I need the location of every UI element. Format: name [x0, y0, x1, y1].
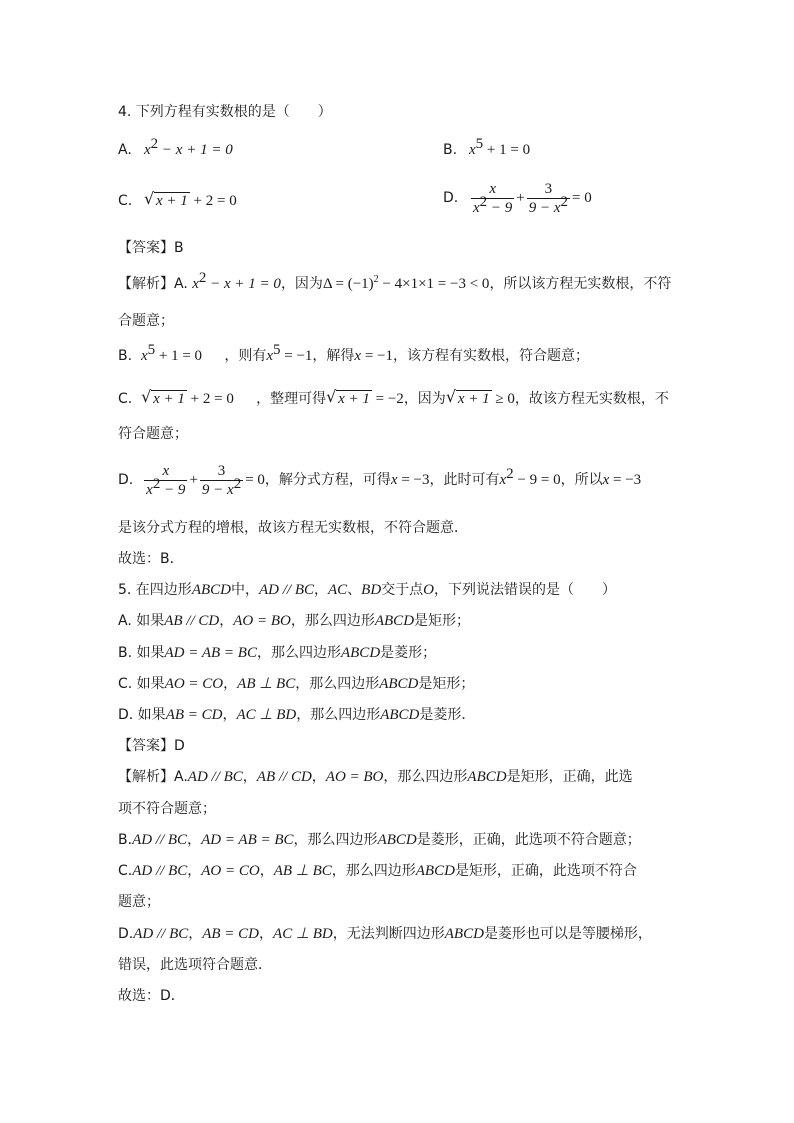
- q5-analysis-d: D.AD // BC，AB = CD，AC ⊥ BD，无法判断四边形ABCD是菱形也可以是等腰梯形，: [118, 926, 652, 942]
- q5-analysis-d-cont: 错误，此选项符合题意．: [118, 957, 272, 973]
- q5-answer: 【答案】D: [118, 738, 185, 754]
- q5-analysis-a: 【解析】A.AD // BC，AB // CD，AO = BO，那么四边形ABCD是矩形，正确，此选: [118, 769, 633, 785]
- q4-analysis-a-cont: 合题意；: [118, 313, 174, 329]
- q4-analysis-b: B. $x^5 + 1 = 0$ ，则有$x^5 = -1$，解得x = −1，该方程有实数根，符合题意；: [118, 342, 590, 364]
- q4-analysis-a: 【解析】A. $x^2 - x + 1 = 0$，因为$\Delta = (-1)^2 - 4\times 1\times 1 = -3 < 0$，所以该方程无实数根，不符: [118, 270, 672, 292]
- q4-option-d: D. $\frac{x}{x^2 - 9}$ + $\frac{3}{9 - x^2}$ = 0: [443, 181, 592, 216]
- q5-option-a: A. 如果AB // CD，AO = BO，那么四边形ABCD是矩形；: [118, 613, 471, 629]
- q4-option-c: C. √ x + 1 + 2 = 0: [118, 189, 237, 209]
- q5-stem: 5. 在四边形ABCD中，AD // BC，AC、BD交于点O，下列说法错误的是（ ）: [118, 582, 616, 598]
- q5-analysis-b: B.AD // BC，AD = AB = BC，那么四边形ABCD是菱形，正确，此选项不符合题意；: [118, 832, 641, 848]
- q5-analysis-a-cont: 项不符合题意；: [118, 801, 216, 817]
- q5-option-d: D. 如果AB = CD，AC ⊥ BD，那么四边形ABCD是菱形．: [118, 707, 476, 723]
- q4-analysis-d-cont: 是该分式方程的增根，故该方程无实数根，不符合题意．: [118, 520, 468, 536]
- q5-option-b: B. 如果AD = AB = BC，那么四边形ABCD是菱形；: [118, 645, 437, 661]
- q4-analysis-d: D. $\frac{x}{x^2 - 9}$ + $\frac{3}{9 - x^2}$ = 0，解分式方程，可得x = −3，此时可有$x^2 - 9 = 0$，所以x = −3: [118, 463, 642, 498]
- q5-conclusion: 故选：D．: [118, 988, 185, 1004]
- q5-option-c: C. 如果AO = CO，AB ⊥ BC，那么四边形ABCD是矩形；: [118, 676, 475, 692]
- q4-option-a: A. $x^2 - x + 1 = 0$: [118, 136, 233, 158]
- q4-option-b: B. $x^5 + 1 = 0$: [443, 136, 531, 158]
- q5-analysis-c-cont: 题意；: [118, 894, 160, 910]
- q4-answer: 【答案】B: [118, 240, 184, 256]
- q4-stem: 4. 下列方程有实数根的是（ ）: [118, 104, 332, 120]
- q4-analysis-c-cont: 符合题意；: [118, 426, 188, 442]
- q4-conclusion: 故选：B．: [118, 551, 184, 567]
- q4-analysis-c: C. √ x + 1 + 2 = 0 ，整理可得 √ x + 1 = −2，因为 √ x + 1 ≥ 0，故该方程无实数根，不: [118, 387, 669, 407]
- q5-analysis-c: C.AD // BC，AO = CO，AB ⊥ BC，那么四边形ABCD是矩形，正确，此选项不符合: [118, 863, 637, 879]
